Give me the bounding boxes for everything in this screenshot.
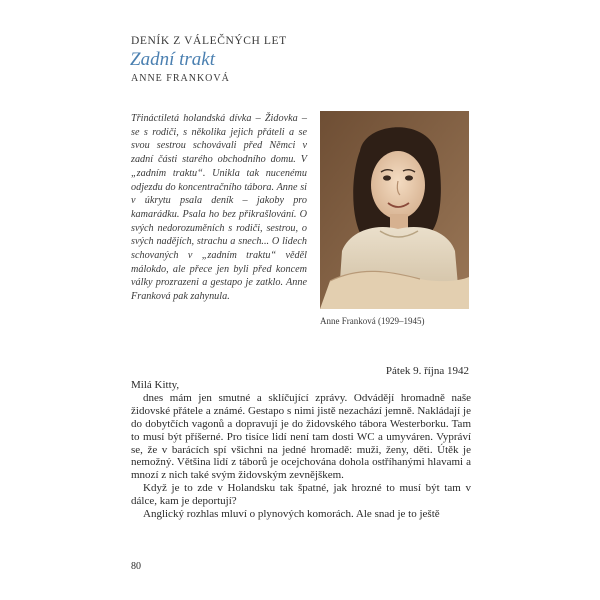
intro-paragraph: Třináctiletá holandská dívka – Židovka – se s rodiči, s několika jejich přáteli a se svou sestrou schovávali před Němci v zadní části starého obchodního domu. V „zadním traktu“. Unikla tak nucenému odjezdu do koncentračního tábora. Anne si v úkrytu psala deník – jakoby pro kamarádku. Psala ho bez přikrašlování. O svých nedorozuměních s rodiči, sestrou, o svých nadějích, strachu a snech... O lidech schovaných v „zadním traktu“ věděl málokdo, ale přece jen byli před koncem války prozrazeni a gestapo je zatklo. Anne Franková pak zahynula. (131, 113, 307, 303)
book-author: ANNE FRANKOVÁ (131, 73, 230, 84)
diary-paragraph: Anglický rozhlas mluví o plynových komorách. Ale snad je to ještě (143, 508, 440, 521)
diary-paragraph: Když je to zde v Holandsku tak špatné, jak hrozné to musí být tam v dálce, kam je deportují? (131, 482, 471, 508)
diary-paragraph: dnes mám jen smutné a sklíčující zprávy. Odvádějí hromadně naše židovské přátele a známé. Gestapo s nimi jistě nezachází jemně. Nakládají je do dobytčích vagonů a dopravují je do židovského tábora Westerborku. Tam to musí být příšerné. Pro tisíce lidí není tam dosti WC a umyváren. Vypráví se, že v barácích spí všichni na jedné hromadě: muži, ženy, děti. Útěk je nemožný. Většina lidí z táborů je ocejchována dohola ostříhanými hlavami a mnozí z nich také svým židovským zevnějškem. (131, 391, 471, 482)
salutation: Milá Kitty, (131, 379, 180, 391)
page-number: 80 (131, 561, 141, 572)
portrait-illustration (320, 111, 469, 309)
section-heading: DENÍK Z VÁLEČNÝCH LET (131, 35, 287, 47)
entry-date: Pátek 9. října 1942 (385, 365, 469, 377)
book-title: Zadní trakt (130, 49, 215, 70)
photo-caption: Anne Franková (1929–1945) (320, 316, 425, 326)
diary-entry (131, 379, 471, 521)
portrait-photo (320, 111, 469, 309)
